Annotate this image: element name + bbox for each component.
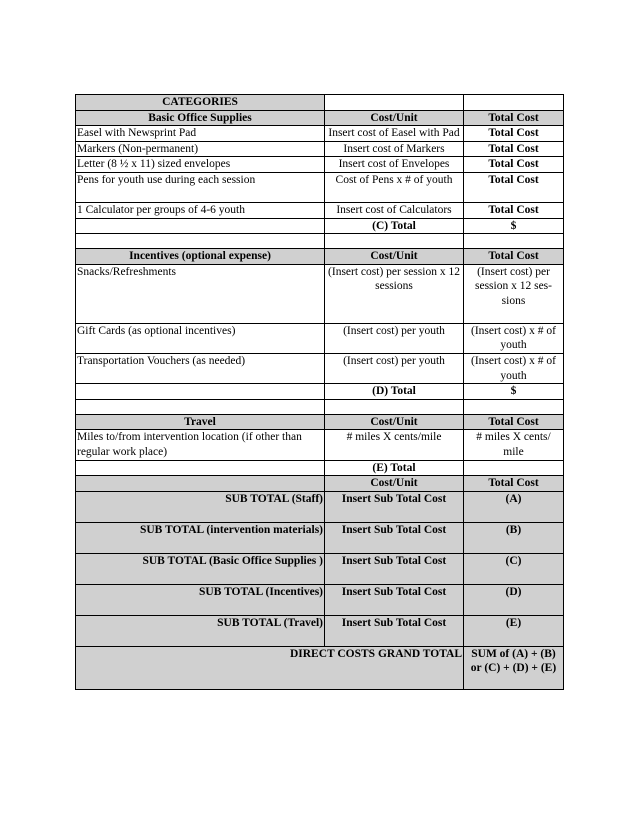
subtotal-total: (A) xyxy=(464,491,564,522)
total-cost-header: Total Cost xyxy=(464,110,564,126)
empty-cell xyxy=(464,95,564,111)
table-row xyxy=(76,202,564,218)
cost-cell: (Insert cost) per youth xyxy=(325,323,464,353)
cost-cell: Insert cost of Envelopes xyxy=(325,157,464,173)
total-cost-header: Total Cost xyxy=(464,249,564,265)
cost-cell: (Insert cost) per youth xyxy=(325,353,464,383)
cost-unit-header: Cost/Unit xyxy=(325,414,464,430)
travel-section-title: Travel xyxy=(76,414,325,430)
summary-header-row xyxy=(76,476,564,492)
item-cell: Markers (Non-permanent) xyxy=(76,141,325,157)
grand-total-row xyxy=(76,646,564,689)
travel-total-label: (E) Total xyxy=(325,460,464,476)
total-cell: Total Cost xyxy=(464,141,564,157)
table-row xyxy=(76,323,564,353)
subtotal-label: SUB TOTAL (Incentives) xyxy=(76,584,325,615)
subtotal-row xyxy=(76,522,564,553)
empty-cell xyxy=(464,460,564,476)
total-cost-header: Total Cost xyxy=(464,414,564,430)
total-cell: (Insert cost) x # of youth xyxy=(464,353,564,383)
item-cell: Pens for youth use during each session xyxy=(76,172,325,202)
total-cell: Total Cost xyxy=(464,157,564,173)
office-total-label: (C) Total xyxy=(325,218,464,234)
subtotal-row xyxy=(76,491,564,522)
item-cell: Easel with Newsprint Pad xyxy=(76,126,325,142)
subtotal-row xyxy=(76,584,564,615)
total-cell: Total Cost xyxy=(464,126,564,142)
total-cell: Total Cost xyxy=(464,202,564,218)
grand-total-label: DIRECT COSTS GRAND TOTAL xyxy=(76,646,464,689)
total-cell: Total Cost xyxy=(464,172,564,202)
table-row xyxy=(76,353,564,383)
subtotal-label: SUB TOTAL (Travel) xyxy=(76,615,325,646)
spacer-row xyxy=(76,234,564,249)
incentives-total-value: $ xyxy=(464,384,564,400)
table-row xyxy=(76,141,564,157)
table-row xyxy=(76,157,564,173)
total-cell: # miles X cents/ mile xyxy=(464,430,564,460)
office-total-row xyxy=(76,218,564,234)
empty-cell xyxy=(76,460,325,476)
total-cost-header: Total Cost xyxy=(464,476,564,492)
table-row xyxy=(76,430,564,460)
cost-unit-header: Cost/Unit xyxy=(325,476,464,492)
empty-cell xyxy=(76,384,325,400)
grand-total-value: SUM of (A) + (B) or (C) + (D) + (E) xyxy=(464,646,564,689)
item-cell: 1 Calculator per groups of 4-6 youth xyxy=(76,202,325,218)
categories-header: CATEGORIES xyxy=(76,95,325,111)
subtotal-label: SUB TOTAL (intervention materials) xyxy=(76,522,325,553)
subtotal-label: SUB TOTAL (Staff) xyxy=(76,491,325,522)
subtotal-cost: Insert Sub Total Cost xyxy=(325,615,464,646)
subtotal-label: SUB TOTAL (Basic Office Supplies ) xyxy=(76,553,325,584)
incentives-total-label: (D) Total xyxy=(325,384,464,400)
travel-total-row xyxy=(76,460,564,476)
cost-cell: # miles X cents/mile xyxy=(325,430,464,460)
item-cell: Letter (8 ½ x 11) sized envelopes xyxy=(76,157,325,173)
item-cell: Snacks/Refreshments xyxy=(76,264,325,323)
item-cell: Transportation Vouchers (as needed) xyxy=(76,353,325,383)
incentives-header-row xyxy=(76,249,564,265)
incentives-total-row xyxy=(76,384,564,400)
table-row xyxy=(76,172,564,202)
item-cell: Miles to/from intervention location (if other than regular work place) xyxy=(76,430,325,460)
item-cell: Gift Cards (as optional incentives) xyxy=(76,323,325,353)
subtotal-row xyxy=(76,615,564,646)
cost-cell: Cost of Pens x # of youth xyxy=(325,172,464,202)
subtotal-cost: Insert Sub Total Cost xyxy=(325,522,464,553)
categories-header-row xyxy=(76,95,564,111)
subtotal-cost: Insert Sub Total Cost xyxy=(325,491,464,522)
cost-cell: Insert cost of Calculators xyxy=(325,202,464,218)
office-section-title: Basic Office Supplies xyxy=(76,110,325,126)
subtotal-total: (C) xyxy=(464,553,564,584)
office-header-row xyxy=(76,110,564,126)
incentives-section-title: Incentives (optional expense) xyxy=(76,249,325,265)
cost-cell: Insert cost of Easel with Pad xyxy=(325,126,464,142)
table-row xyxy=(76,126,564,142)
travel-header-row xyxy=(76,414,564,430)
office-total-value: $ xyxy=(464,218,564,234)
subtotal-total: (B) xyxy=(464,522,564,553)
subtotal-row xyxy=(76,553,564,584)
table-row xyxy=(76,264,564,323)
subtotal-total: (E) xyxy=(464,615,564,646)
subtotal-cost: Insert Sub Total Cost xyxy=(325,553,464,584)
total-cell: (Insert cost) per session x 12 ses-sions xyxy=(464,264,564,323)
cost-cell: (Insert cost) per session x 12 sessions xyxy=(325,264,464,323)
empty-cell xyxy=(325,95,464,111)
empty-cell xyxy=(76,218,325,234)
cost-unit-header: Cost/Unit xyxy=(325,110,464,126)
subtotal-cost: Insert Sub Total Cost xyxy=(325,584,464,615)
empty-cell xyxy=(76,476,325,492)
total-cell: (Insert cost) x # of youth xyxy=(464,323,564,353)
spacer-row xyxy=(76,399,564,414)
subtotal-total: (D) xyxy=(464,584,564,615)
cost-unit-header: Cost/Unit xyxy=(325,249,464,265)
cost-cell: Insert cost of Markers xyxy=(325,141,464,157)
budget-table xyxy=(75,94,564,690)
